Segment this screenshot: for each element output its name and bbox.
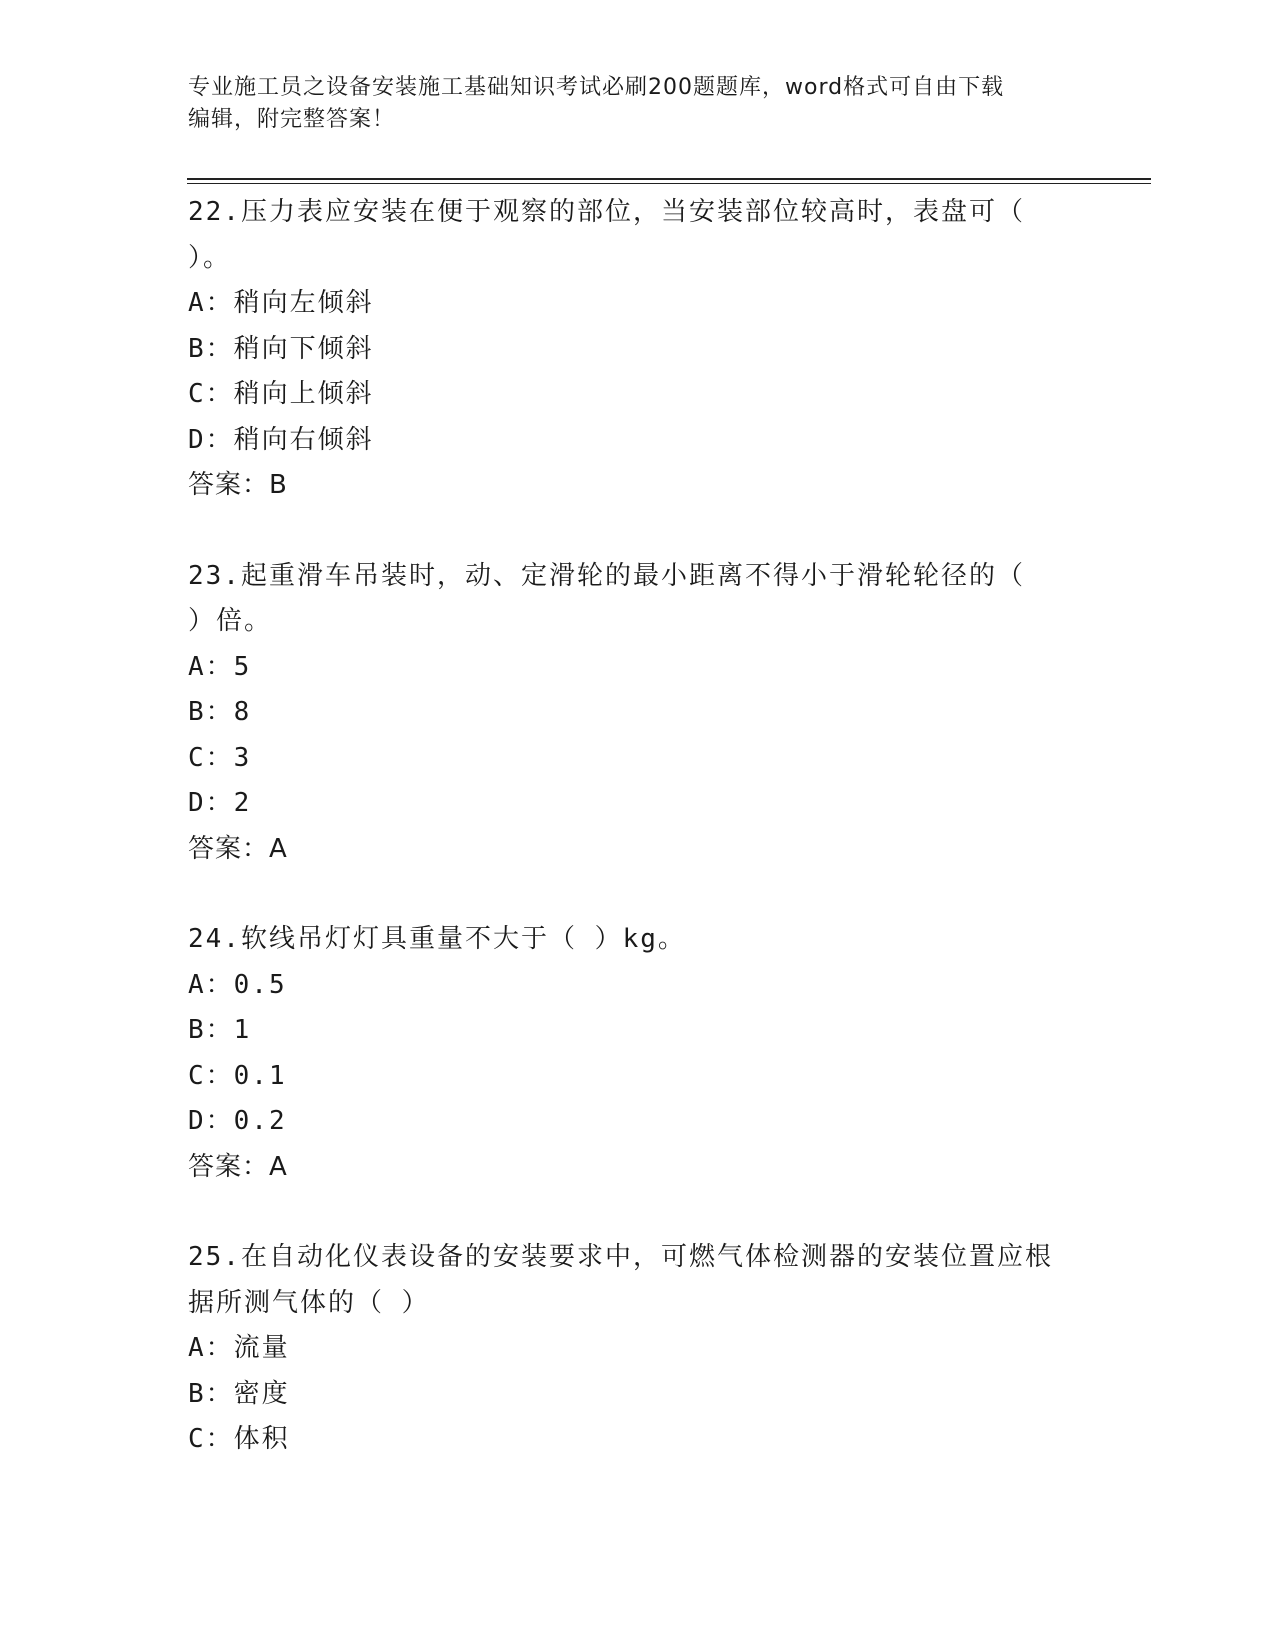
question-stem-line: 22.压力表应安装在便于观察的部位，当安装部位较高时，表盘可（ <box>188 197 1025 227</box>
option-c: C：稍向上倾斜 <box>188 379 374 409</box>
option-b: B：8 <box>188 697 252 727</box>
option-d: D：稍向右倾斜 <box>188 424 374 455</box>
header-divider-thin <box>187 183 1151 184</box>
header-line-1: 专业施工员之设备安装施工基础知识考试必刷200题题库，word格式可自由下载 <box>188 75 1005 100</box>
option-a: A：稍向左倾斜 <box>188 288 374 318</box>
question-23 <box>188 554 1088 873</box>
header-divider-thick <box>187 178 1151 180</box>
question-25 <box>188 1235 1088 1463</box>
option-a: A：0.5 <box>188 969 287 1000</box>
document-header <box>188 72 1068 136</box>
answer-line: 答案：A <box>188 1151 288 1182</box>
question-stem-line: 23.起重滑车吊装时，动、定滑轮的最小距离不得小于滑轮轮径的（ <box>188 560 1025 591</box>
option-b: B：密度 <box>188 1378 290 1409</box>
answer-line: 答案：B <box>188 470 288 500</box>
question-stem-line: 25.在自动化仪表设备的安装要求中，可燃气体检测器的安装位置应根 <box>188 1242 1053 1272</box>
header-line-2: 编辑，附完整答案！ <box>188 107 396 132</box>
question-stem-line: 据所测气体的（ ） <box>188 1287 430 1318</box>
question-stem-line: ）。 <box>188 242 232 273</box>
option-a: A：5 <box>188 651 252 682</box>
option-c: C：3 <box>188 742 252 773</box>
answer-line: 答案：A <box>188 833 288 864</box>
question-list <box>188 190 1088 1508</box>
option-c: C：0.1 <box>188 1060 287 1091</box>
question-24 <box>188 917 1088 1190</box>
option-b: B：稍向下倾斜 <box>188 333 374 364</box>
option-a: A：流量 <box>188 1333 290 1363</box>
option-d: D：2 <box>188 788 252 818</box>
option-c: C：体积 <box>188 1424 290 1454</box>
option-b: B：1 <box>188 1015 252 1045</box>
option-d: D：0.2 <box>188 1106 287 1136</box>
question-stem-line: ）倍。 <box>188 606 273 636</box>
question-22 <box>188 190 1088 509</box>
question-stem-line: 24.软线吊灯灯具重量不大于（ ）kg。 <box>188 924 686 954</box>
